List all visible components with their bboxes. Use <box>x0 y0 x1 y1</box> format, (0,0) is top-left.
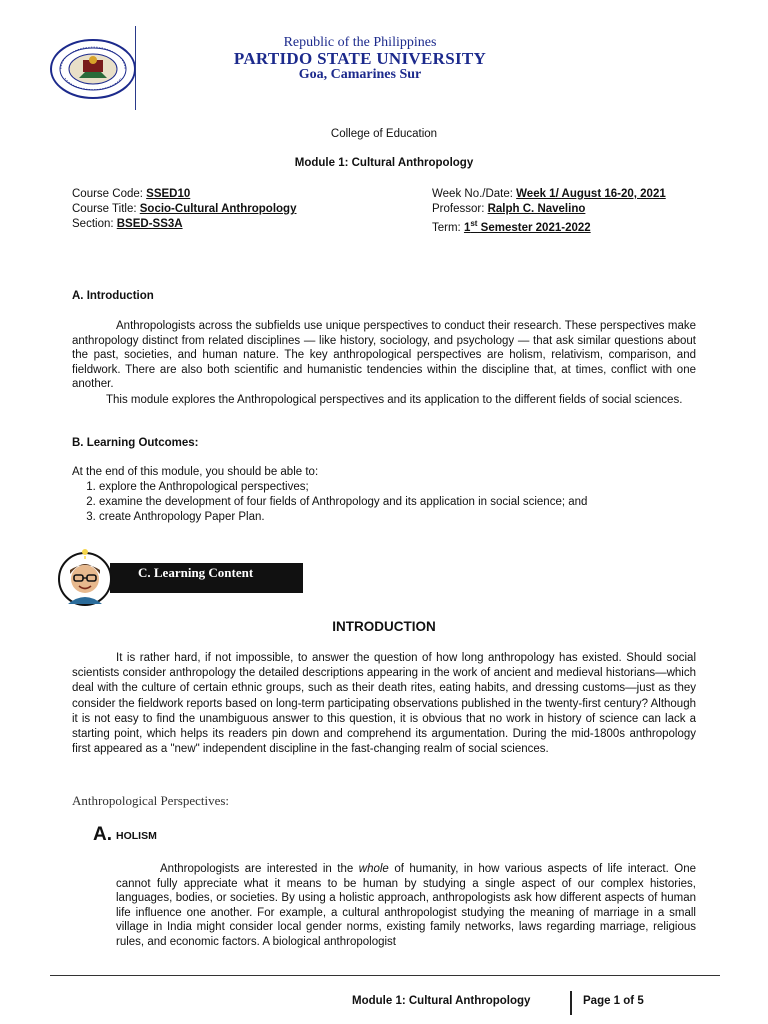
term-row <box>432 216 591 236</box>
course-code-row <box>72 186 190 202</box>
outcome-item: 3. create Anthropology Paper Plan. <box>99 510 715 525</box>
week-row <box>432 186 666 202</box>
term-suffix: st <box>470 219 478 228</box>
week-label: Week No./Date: <box>432 188 517 200</box>
footer-separator <box>570 991 572 1015</box>
professor-row <box>432 201 585 217</box>
term-label: Term: <box>432 221 464 234</box>
course-code-label: Course Code: <box>72 188 147 200</box>
footer-page-number: Page 1 of 5 <box>583 995 644 1007</box>
holism-paragraph-start: Anthropologists are interested in the <box>160 863 359 875</box>
course-title-label: Course Title: <box>72 203 140 215</box>
intro-paragraph-2: This module explores the Anthropological perspectives and its application to the different fields of social sciences. <box>106 394 683 406</box>
course-title-value: Socio-Cultural Anthropology <box>139 203 297 215</box>
outcomes-lead: At the end of this module, you should be able to: <box>72 466 319 478</box>
header-university: PARTIDO STATE UNIVERSITY <box>233 49 487 68</box>
header-divider <box>135 26 136 110</box>
section-a-heading: A. Introduction <box>72 290 154 302</box>
perspectives-heading: Anthropological Perspectives: <box>72 793 230 808</box>
week-value: Week 1/ August 16-20, 2021 <box>516 188 666 200</box>
section-label: Section: <box>72 218 117 230</box>
section-value: BSED-SS3A <box>116 218 183 230</box>
intro-paragraph-1: Anthropologists across the subfields use unique perspectives to conduct their research. These perspectives make anthropology distinct from related disciplines — like history, sociology, and psychology — that ask similar questions about the past, societies, and human nature. The key anthropological perspectives are holism, relativism, comparison, and fieldwork. There are also both scientific and humanistic tendencies within the discipline that, at times, conflict with one another. <box>72 320 696 391</box>
holism-letter: A. <box>93 824 112 845</box>
header-republic: Republic of the Philippines <box>283 35 437 50</box>
professor-value: Ralph C. Navelino <box>487 203 586 215</box>
introduction-paragraph: It is rather hard, if not impossible, to answer the question of how long anthropology has existed. Should social scientists consider anthropology the detailed descriptions appearing in the work of ancient and medieval historians—which deal with the culture of certain ethnic groups, such as their death rites, eating habits, and dressing customs—just as they consider the fieldwork reports based on long-term participating observations published in the twenty-first century? Although it is not easy to find the unambiguous answer to this question, it is obvious that no work in history of science can lack a starting point, which helps its readers pin down and comprehend its argumentation. During the mid-1800s anthropology first appeared as a "new" independent discipline in the fast-changing realm of social sciences. <box>72 652 696 756</box>
footer-divider <box>50 975 720 976</box>
course-code-value: SSED10 <box>146 188 191 200</box>
holism-emphasis: whole <box>358 863 389 875</box>
header-location: Goa, Camarines Sur <box>298 67 422 82</box>
professor-label: Professor: <box>432 203 488 215</box>
module-title: Module 1: Cultural Anthropology <box>294 157 474 169</box>
holism-heading: HOLISM <box>116 830 157 842</box>
term-rest: Semester 2021-2022 <box>477 221 591 234</box>
university-seal-logo <box>49 38 137 100</box>
college-name: College of Education <box>330 128 438 140</box>
term-number: 1 <box>463 221 471 234</box>
outcomes-list <box>55 480 715 525</box>
course-title-row <box>72 201 296 217</box>
introduction-heading: INTRODUCTION <box>332 619 436 634</box>
outcome-item: 2. examine the development of four fields of Anthropology and its application in social science; and <box>99 495 715 510</box>
section-b-heading: B. Learning Outcomes: <box>72 437 199 449</box>
holism-paragraph <box>116 862 696 950</box>
holism-paragraph-rest: of humanity, in how various aspects of life interact. One cannot fully appreciate what it means to be human by studying a single aspect of our complex histories, languages, bodies, or societies. By using a holistic approach, anthropologists ask how different aspects of human life influence one another. For example, a cultural anthropologist studying the meaning of marriage in a small village in India might consider local gender norms, existing family networks, laws regarding marriage, religious rules, and economic factors. A biological anthropologist <box>116 863 697 948</box>
outcome-item: 1. explore the Anthropological perspectives; <box>99 480 715 495</box>
section-row <box>72 216 183 232</box>
learning-content-banner: C. Learning Content <box>110 563 303 593</box>
footer-module-title: Module 1: Cultural Anthropology <box>352 995 531 1007</box>
teacher-avatar-icon <box>56 548 114 606</box>
